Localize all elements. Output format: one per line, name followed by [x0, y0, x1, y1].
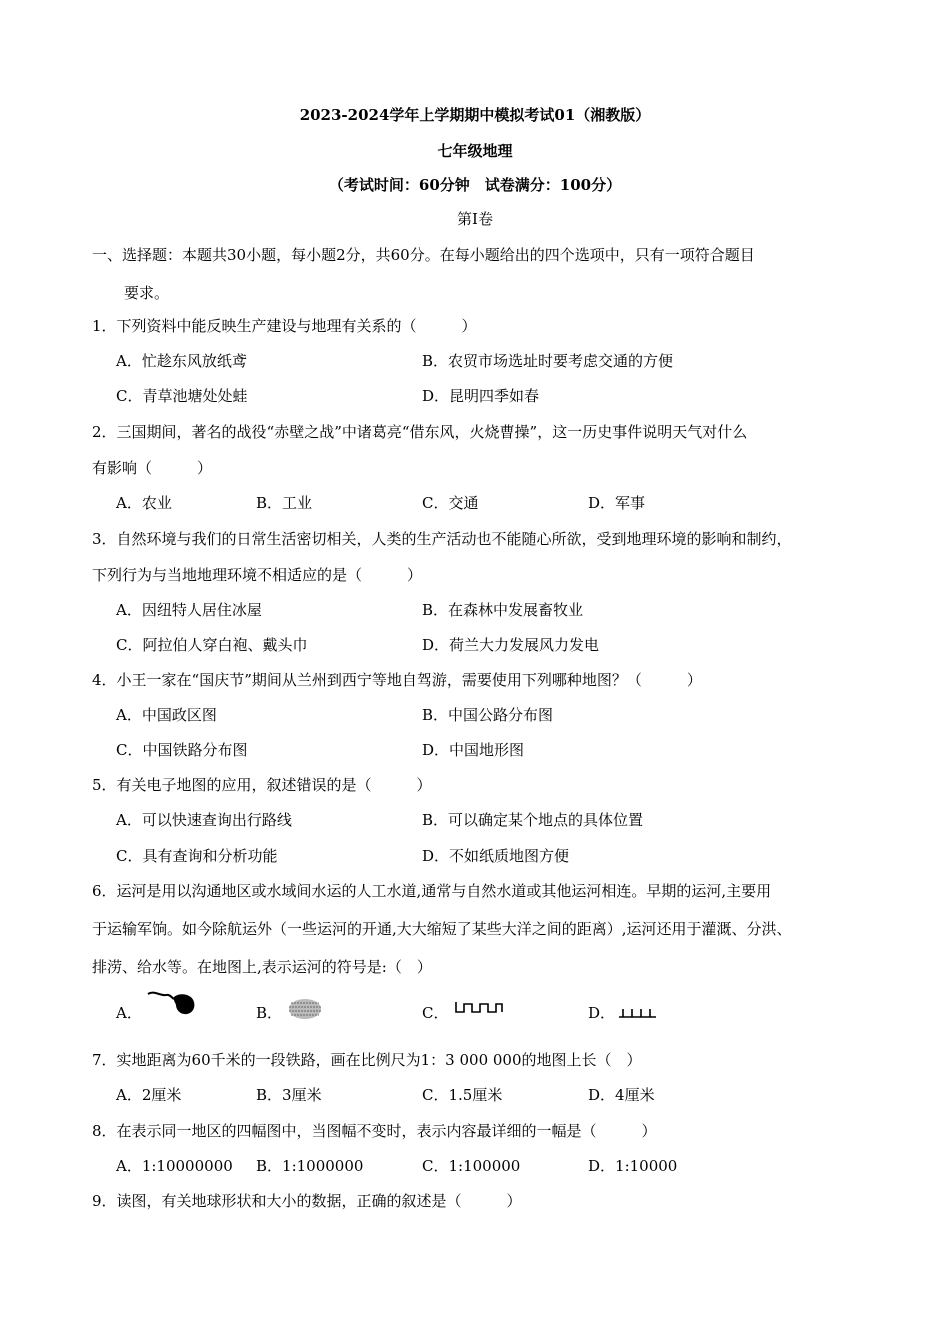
question-stem: 2．三国期间，著名的战役“赤壁之战”中诸葛亮“借东风，火烧曹操”，这一历史事件说明天气对什么 [92, 423, 748, 441]
question-stem: 7．实地距离为60千米的一段铁路，画在比例尺为1：3 000 000的地图上长（ ） [92, 1051, 642, 1069]
option-a: A．可以快速查询出行路线 [116, 811, 292, 829]
question-stem: 6．运河是用以沟通地区或水域间水运的人工水道,通常与自然水道或其他运河相连。早期的运河,主要用 [92, 882, 772, 900]
swamp-symbol-icon [288, 998, 322, 1020]
option-b: B．工业 [256, 494, 313, 512]
question-stem-cont: 排涝、给水等。在地图上,表示运河的符号是:（ ） [92, 958, 432, 976]
question-stem: 1．下列资料中能反映生产建设与地理有关系的（ ） [92, 317, 477, 335]
option-c: C．青草池塘处处蛙 [116, 387, 248, 405]
option-d: D．昆明四季如春 [422, 387, 540, 405]
option-c: C．阿拉伯人穿白袍、戴头巾 [116, 636, 308, 654]
option-b: B．1:1000000 [256, 1157, 364, 1175]
option-c: C．具有查询和分析功能 [116, 847, 278, 865]
option-a: A．因纽特人居住冰屋 [116, 601, 262, 619]
option-a: A．农业 [116, 494, 172, 512]
option-b: B．在森林中发展畜牧业 [422, 601, 584, 619]
option-d: D．荷兰大力发展风力发电 [422, 636, 600, 654]
option-d: D．1:10000 [588, 1157, 678, 1175]
option-a: A．中国政区图 [116, 706, 217, 724]
option-d: D．4厘米 [588, 1086, 655, 1104]
question-stem: 4．小王一家在“国庆节”期间从兰州到西宁等地自驾游，需要使用下列哪种地图？（ ） [92, 671, 702, 689]
question-stem-cont: 下列行为与当地地理环境不相适应的是（ ） [92, 566, 423, 584]
option-a: A．2厘米 [116, 1086, 182, 1104]
railway-symbol-icon [618, 1006, 658, 1020]
canal-symbol-icon [455, 1000, 503, 1016]
exam-subtitle: 七年级地理 [437, 142, 513, 160]
question-stem: 8．在表示同一地区的四幅图中，当图幅不变时，表示内容最详细的一幅是（ ） [92, 1122, 657, 1140]
section-heading: 一、选择题：本题共30小题，每小题2分，共60分。在每小题给出的四个选项中，只有一项符合题目 [92, 246, 755, 264]
exam-info: （考试时间：60分钟 试卷满分：100分） [328, 176, 622, 194]
question-stem-cont: 有影响（ ） [92, 459, 213, 477]
question-stem: 9．读图，有关地球形状和大小的数据，正确的叙述是（ ） [92, 1192, 522, 1210]
question-stem-cont: 于运输军饷。如今除航运外（一些运河的开通,大大缩短了某些大洋之间的距离）,运河还用于灌溉、分洪、 [92, 920, 792, 938]
option-c: C．中国铁路分布图 [116, 741, 248, 759]
option-d: D．不如纸质地图方便 [422, 847, 570, 865]
option-c: C．1.5厘米 [422, 1086, 503, 1104]
option-b: B．可以确定某个地点的具体位置 [422, 811, 644, 829]
option-a: A．忙趁东风放纸鸢 [116, 352, 247, 370]
option-b: B．农贸市场选址时要考虑交通的方便 [422, 352, 674, 370]
option-b: B．中国公路分布图 [422, 706, 554, 724]
option-d: D．军事 [588, 494, 646, 512]
option-b: B． [256, 1004, 283, 1022]
option-b: B．3厘米 [256, 1086, 322, 1104]
volume-label: 第Ⅰ卷 [457, 210, 493, 228]
option-a: A． [116, 1004, 142, 1022]
question-stem: 3．自然环境与我们的日常生活密切相关，人类的生产活动也不能随心所欲，受到地理环境的影响和制约， [92, 530, 792, 548]
section-heading-cont: 要求。 [124, 284, 170, 302]
option-d: D． [588, 1004, 616, 1022]
lake-symbol-icon [146, 988, 202, 1018]
option-c: C． [422, 1004, 449, 1022]
question-stem: 5．有关电子地图的应用，叙述错误的是（ ） [92, 776, 432, 794]
option-c: C．1:100000 [422, 1157, 521, 1175]
exam-title: 2023-2024学年上学期期中模拟考试01（湘教版） [299, 106, 651, 124]
option-d: D．中国地形图 [422, 741, 525, 759]
option-c: C．交通 [422, 494, 479, 512]
option-a: A．1:10000000 [116, 1157, 233, 1175]
